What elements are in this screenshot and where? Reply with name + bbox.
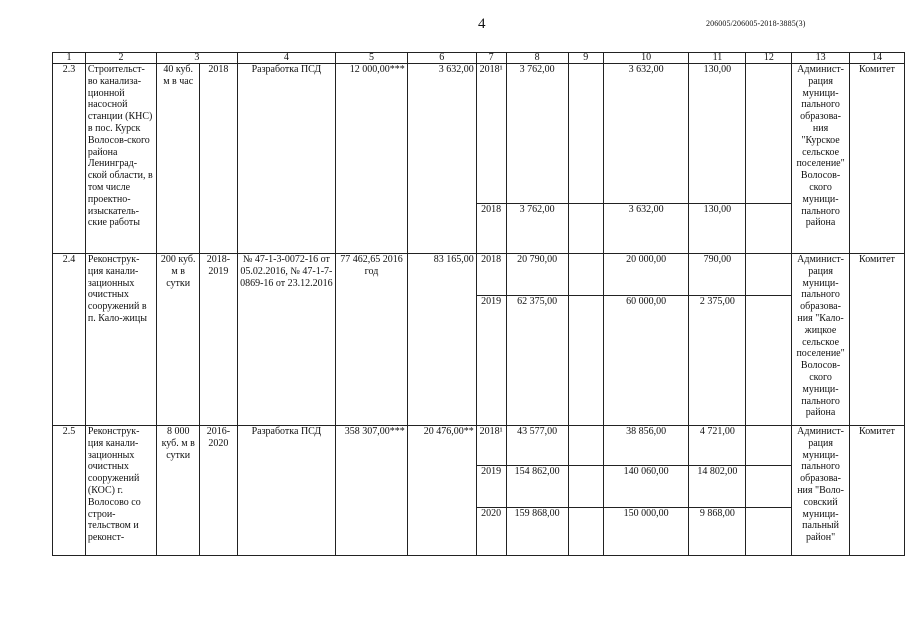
column-number-row <box>53 53 905 64</box>
object-name: Строительст-во канализа-ционной насосной станции (КНС) в пос. Курск Волосов-ского района Ленинград-ской области, в том числе проектно-изыскатель-ские работы <box>85 64 156 254</box>
project-docs: Разработка ПСД <box>237 64 336 254</box>
executor: Комитет <box>849 254 904 426</box>
col-num-8: 8 <box>506 53 568 64</box>
funding-col12 <box>746 426 792 466</box>
funding-col12 <box>746 204 792 254</box>
estimated-cost: 12 000,00*** <box>336 64 408 254</box>
col-num-7: 7 <box>476 53 506 64</box>
funding-local: 9 868,00 <box>689 508 746 556</box>
estimated-cost: 358 307,00*** <box>336 426 408 556</box>
capacity: 40 куб. м в час <box>157 64 200 254</box>
col-num-3: 3 <box>157 53 237 64</box>
table-row <box>53 426 905 466</box>
period: 2018 <box>200 64 237 254</box>
funding-local: 2 375,00 <box>689 296 746 426</box>
col-num-11: 11 <box>689 53 746 64</box>
funding-regional: 3 632,00 <box>603 204 688 254</box>
remaining-cost: 83 165,00 <box>407 254 476 426</box>
col-num-2: 2 <box>85 53 156 64</box>
funding-col9 <box>568 426 603 466</box>
funding-col9 <box>568 508 603 556</box>
col-num-14: 14 <box>849 53 904 64</box>
funding-total: 159 868,00 <box>506 508 568 556</box>
funding-col12 <box>746 296 792 426</box>
executor: Комитет <box>849 64 904 254</box>
funding-year: 2018 <box>476 204 506 254</box>
funding-col12 <box>746 254 792 296</box>
row-number: 2.5 <box>53 426 86 556</box>
col-num-1: 1 <box>53 53 86 64</box>
funding-local: 14 802,00 <box>689 466 746 508</box>
funding-year: 2020 <box>476 508 506 556</box>
program-table <box>52 52 905 556</box>
funding-total: 3 762,00 <box>506 64 568 204</box>
funding-total: 43 577,00 <box>506 426 568 466</box>
funding-regional: 3 632,00 <box>603 64 688 204</box>
col-num-13: 13 <box>792 53 850 64</box>
estimated-cost: 77 462,65 2016 год <box>336 254 408 426</box>
funding-regional: 150 000,00 <box>603 508 688 556</box>
executor: Комитет <box>849 426 904 556</box>
funding-col12 <box>746 466 792 508</box>
funding-total: 62 375,00 <box>506 296 568 426</box>
table-row <box>53 254 905 296</box>
object-name: Реконструк-ция канали-зационных очистных сооружений (КОС) г. Волосово со строи-тельством и реконст- <box>85 426 156 556</box>
funding-col9 <box>568 254 603 296</box>
funding-col9 <box>568 204 603 254</box>
funding-col12 <box>746 64 792 204</box>
customer: Админист-рация муници-пального образова-ния "Курское сельское поселение" Волосов-ского муници-пального района <box>792 64 850 254</box>
remaining-cost: 3 632,00 <box>407 64 476 254</box>
funding-year: 2018¹ <box>476 64 506 204</box>
funding-col9 <box>568 64 603 204</box>
funding-local: 130,00 <box>689 204 746 254</box>
funding-regional: 140 060,00 <box>603 466 688 508</box>
capacity: 200 куб. м в сутки <box>157 254 200 426</box>
customer: Админист-рация муници-пального образова-ния "Воло-совский муници-пальный район" <box>792 426 850 556</box>
funding-total: 3 762,00 <box>506 204 568 254</box>
col-num-9: 9 <box>568 53 603 64</box>
col-num-4: 4 <box>237 53 336 64</box>
capacity: 8 000 куб. м в сутки <box>157 426 200 556</box>
project-docs: Разработка ПСД <box>237 426 336 556</box>
funding-col9 <box>568 466 603 508</box>
col-num-5: 5 <box>336 53 408 64</box>
funding-year: 2018 <box>476 254 506 296</box>
period: 2016-2020 <box>200 426 237 556</box>
project-docs: № 47-1-3-0072-16 от 05.02.2016, № 47-1-7-0869-16 от 23.12.2016 <box>237 254 336 426</box>
funding-local: 130,00 <box>689 64 746 204</box>
funding-regional: 60 000,00 <box>603 296 688 426</box>
funding-regional: 38 856,00 <box>603 426 688 466</box>
funding-col9 <box>568 296 603 426</box>
funding-total: 20 790,00 <box>506 254 568 296</box>
col-num-12: 12 <box>746 53 792 64</box>
page-number: 4 <box>478 16 486 32</box>
remaining-cost: 20 476,00** <box>407 426 476 556</box>
row-number: 2.3 <box>53 64 86 254</box>
col-num-10: 10 <box>603 53 688 64</box>
row-number: 2.4 <box>53 254 86 426</box>
object-name: Реконструк-ция канали-зационных очистных сооружений в п. Кало-жицы <box>85 254 156 426</box>
customer: Админист-рация муници-пального образова-ния "Кало-жицкое сельское поселение" Волосов-ского муници-пального района <box>792 254 850 426</box>
funding-local: 790,00 <box>689 254 746 296</box>
funding-local: 4 721,00 <box>689 426 746 466</box>
col-num-6: 6 <box>407 53 476 64</box>
funding-year: 2019 <box>476 296 506 426</box>
funding-col12 <box>746 508 792 556</box>
period: 2018-2019 <box>200 254 237 426</box>
funding-regional: 20 000,00 <box>603 254 688 296</box>
funding-year: 2018¹ <box>476 426 506 466</box>
table-row <box>53 64 905 204</box>
funding-total: 154 862,00 <box>506 466 568 508</box>
document-code: 206005/206005-2018-3885(3) <box>706 19 806 28</box>
funding-year: 2019 <box>476 466 506 508</box>
